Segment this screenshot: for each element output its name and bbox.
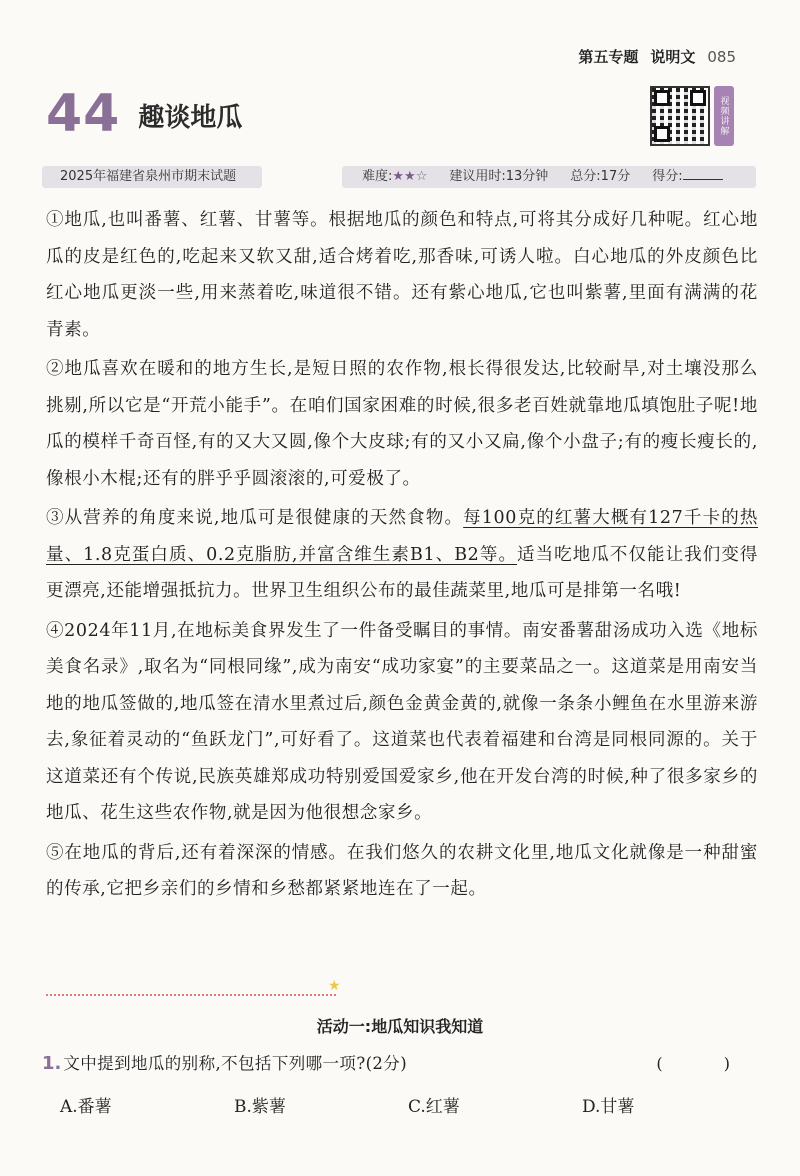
section-label: 第五专题: [578, 48, 639, 66]
activity-title: 活动一:地瓜知识我知道: [316, 1017, 484, 1036]
paragraph-4: ④2024年11月,在地标美食界发生了一件备受瞩目的事情。南安番薯甜汤成功入选《地标美食名录》,取名为“同根同缘”,成为南安“成功家宴”的主要菜品之一。这道菜是用南安当地的地瓜签做的,地瓜签在清水里煮过后,颜色金黄金黄的,就像一条条小鲤鱼在水里游来游去,象征着灵动的“鱼跃龙门”,可好看了。这道菜也代表着福建和台湾是同根同源的。关于这道菜还有个传说,民族英雄郑成功特别爱国爱家乡,他在开发台湾的时候,种了很多家乡的地瓜、花生这些农作物,就是因为他很想念家乡。: [46, 620, 758, 823]
page-number: 085: [707, 47, 736, 66]
question-text: 文中提到地瓜的别称,不包括下列哪一项?(2分): [63, 1054, 408, 1073]
suggested-time: 建议用时:13分钟: [449, 169, 549, 184]
lesson-number: 44: [46, 84, 121, 144]
exam-source: 2025年福建省泉州市期末试题: [42, 166, 262, 188]
options: [60, 1092, 760, 1117]
lesson-header: [46, 84, 243, 144]
paragraph-3: ③从营养的角度来说,地瓜可是很健康的天然食物。每100克的红薯大概有127千卡的热量、1.8克蛋白质、0.2克脂肪,并富含维生素B1、B2等。适当吃地瓜不仅能让我们变得更漂亮,还能增强抵抗力。世界卫生组织公布的最佳蔬菜里,地瓜可是排第一名哦!: [46, 508, 758, 601]
question-number: 1.: [42, 1053, 62, 1074]
question-1: [42, 1050, 758, 1074]
answer-bracket[interactable]: ( ): [656, 1054, 758, 1073]
paragraph-1: ①地瓜,也叫番薯、红薯、甘薯等。根据地瓜的颜色和特点,可将其分成好几种呢。红心地瓜的皮是红色的,吃起来又软又甜,适合烤着吃,那香味,可诱人啦。白心地瓜的外皮颜色比红心地瓜更淡一些,用来蒸着吃,味道很不错。还有紫心地瓜,它也叫紫薯,里面有满满的花青素。: [46, 210, 758, 340]
star-icon: ★: [328, 978, 341, 994]
qr-block[interactable]: [650, 86, 734, 150]
paragraph-5: ⑤在地瓜的背后,还有着深深的情感。在我们悠久的农耕文化里,地瓜文化就像是一种甜蜜的传承,它把乡亲们的乡情和乡愁都紧紧地连在了一起。: [46, 842, 758, 899]
total-score: 总分:17分: [570, 169, 631, 184]
info-bar: [42, 166, 756, 188]
genre-label: 说明文: [650, 48, 696, 66]
option-a[interactable]: A.番薯: [60, 1097, 112, 1117]
option-c[interactable]: C.红薯: [408, 1097, 460, 1117]
difficulty: 难度:★★☆: [362, 169, 428, 184]
score-field[interactable]: 得分:: [652, 166, 722, 188]
difficulty-stars-icon: ★★☆: [392, 169, 428, 184]
paragraph-2: ②地瓜喜欢在暖和的地方生长,是短日照的农作物,根长得很发达,比较耐旱,对土壤没那么挑剔,所以它是“开荒小能手”。在咱们国家困难的时候,很多老百姓就靠地瓜填饱肚子呢!地瓜的模样千奇百怪,有的又大又圆,像个大皮球;有的又小又扁,像个小盘子;有的瘦长瘦长的,像根小木棍;还有的胖乎乎圆滚滚的,可爱极了。: [46, 359, 758, 489]
qr-code-icon[interactable]: [650, 86, 710, 146]
lesson-title: 趣谈地瓜: [138, 103, 243, 133]
option-d[interactable]: D.甘薯: [582, 1097, 635, 1117]
passage: [46, 202, 758, 911]
option-b[interactable]: B.紫薯: [234, 1097, 286, 1117]
section-divider: [46, 986, 336, 996]
video-tag[interactable]: 视频讲解: [714, 86, 734, 146]
underlined-sentence: 每100克的红薯大概有127千卡的热量、1.8克蛋白质、0.2克脂肪,并富含维生素B1、B2等。: [46, 508, 758, 565]
running-head: [578, 46, 736, 67]
info-meta: [342, 166, 756, 188]
